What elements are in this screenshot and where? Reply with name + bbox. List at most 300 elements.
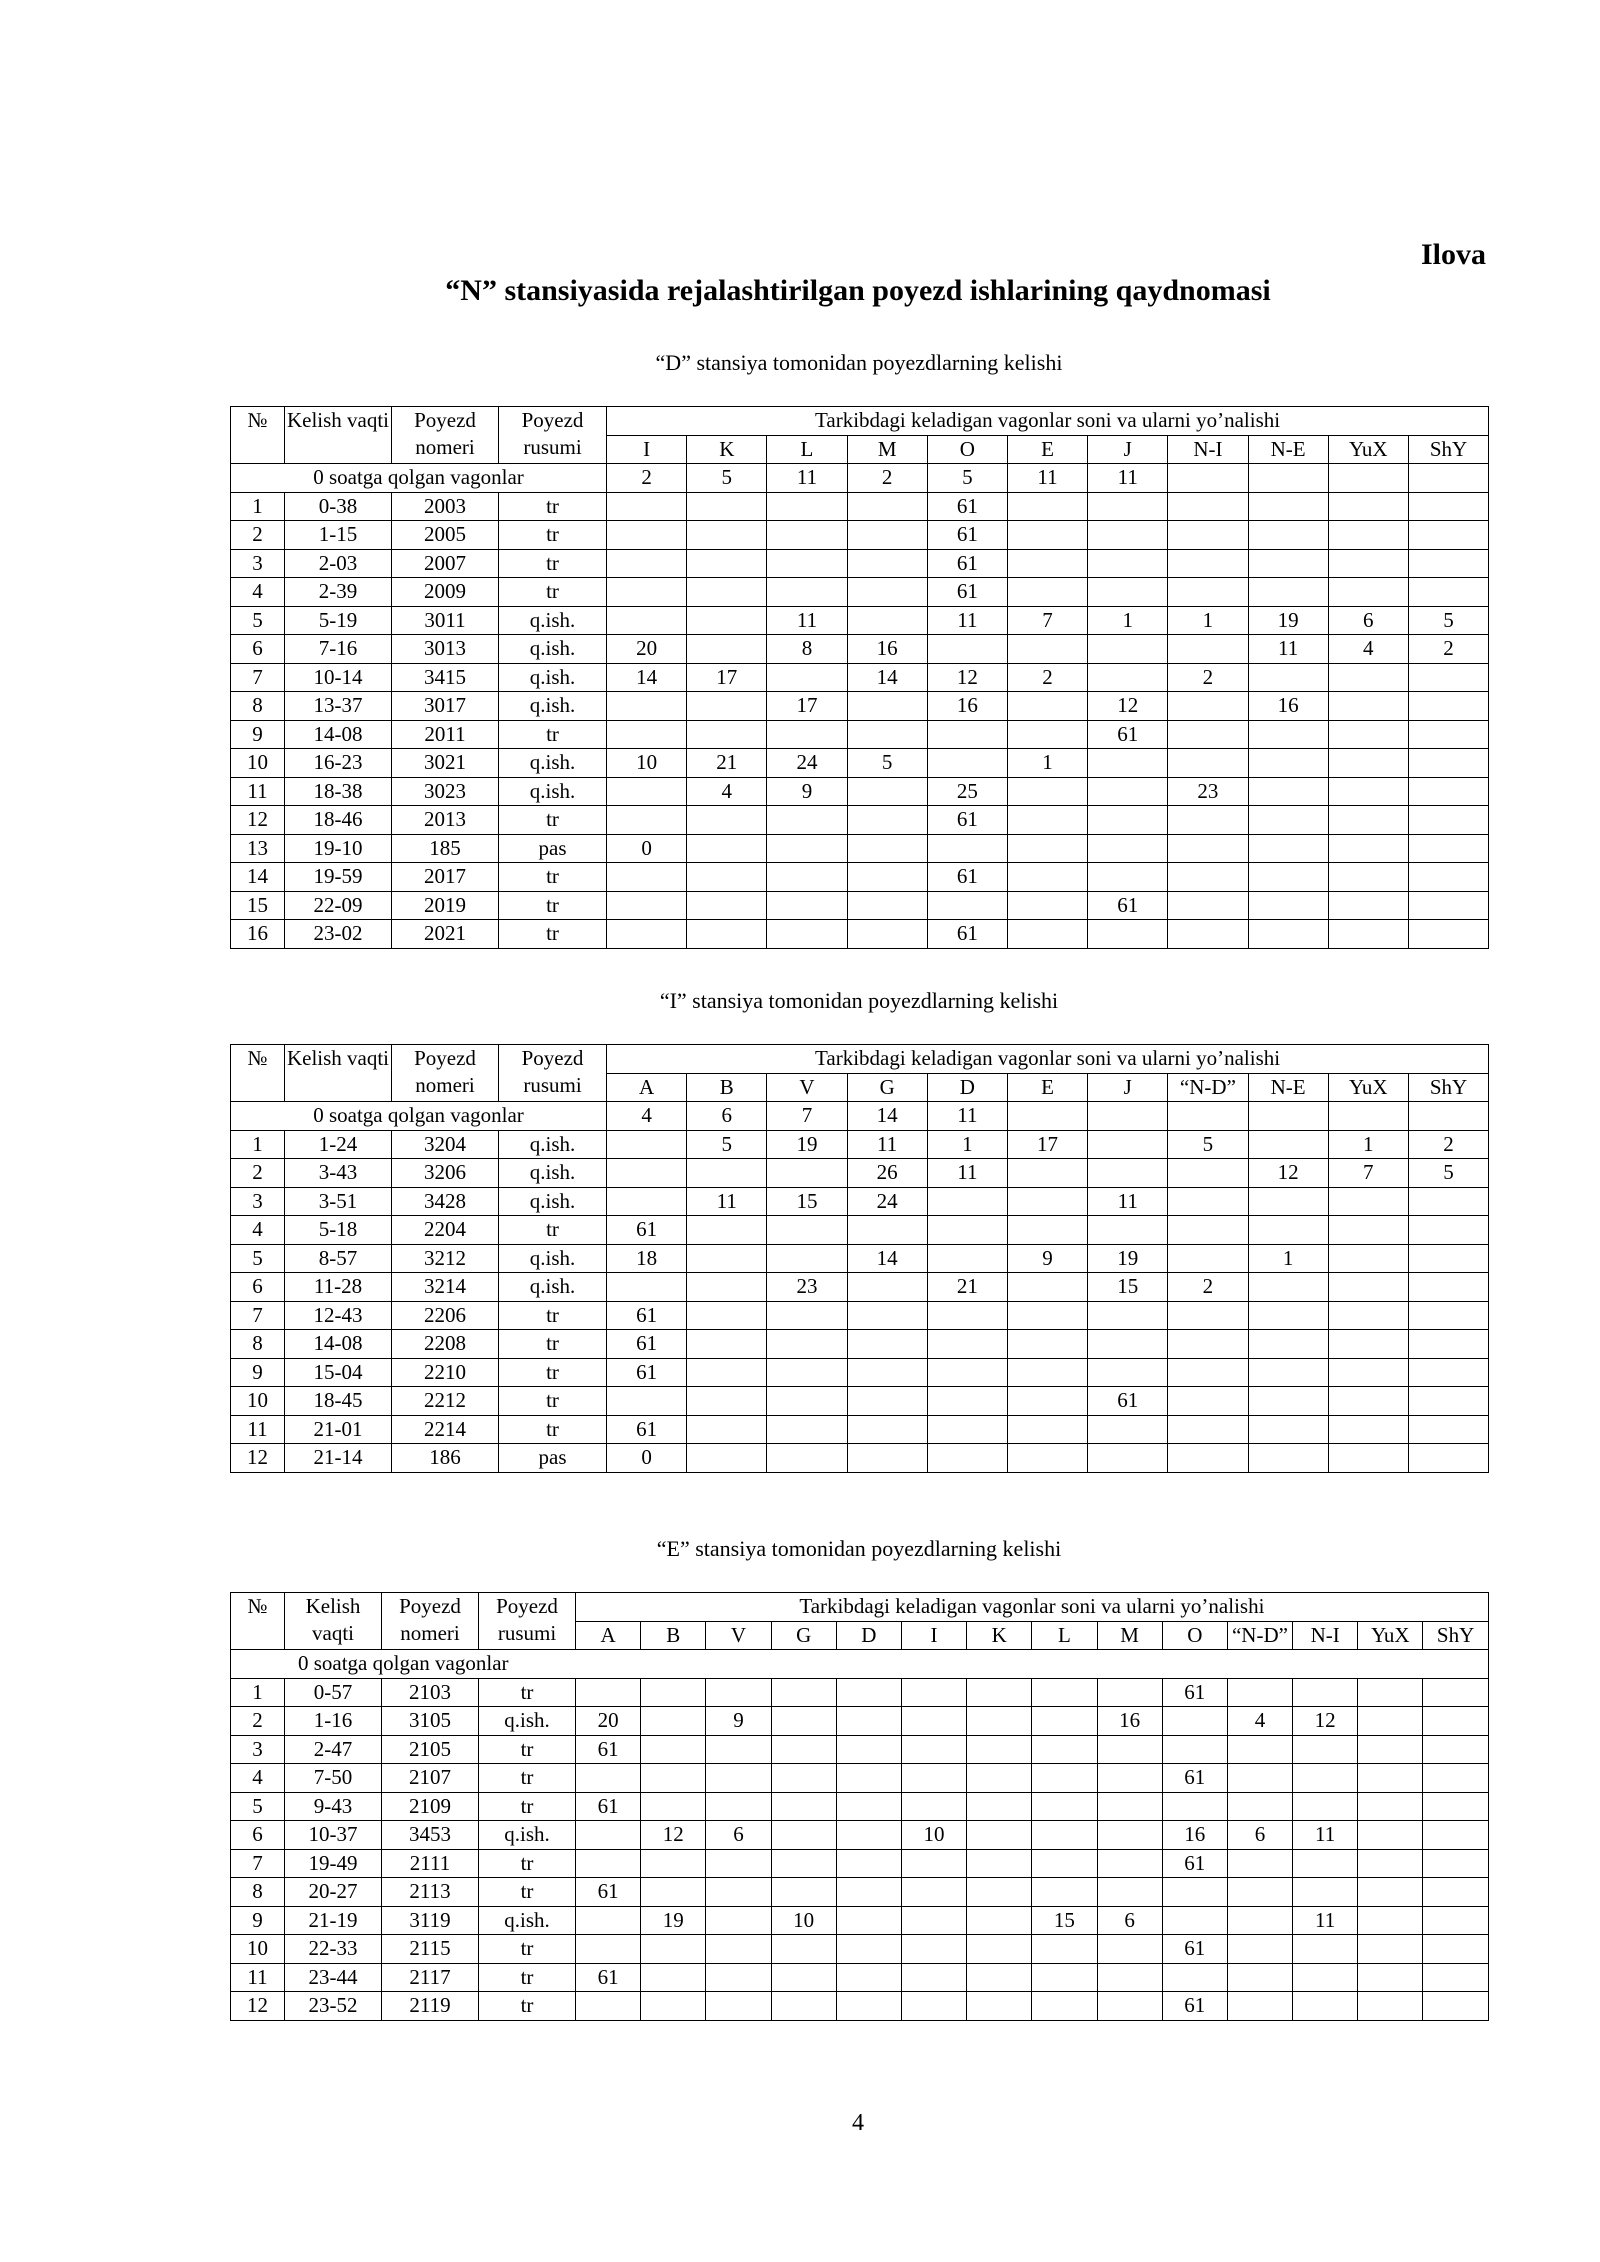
- table-cell: [1248, 806, 1328, 835]
- table-cell: [767, 1444, 847, 1473]
- table-cell: q.ish.: [499, 749, 607, 778]
- table-cell: [901, 1992, 966, 2021]
- table-cell: [1227, 1849, 1292, 1878]
- table-cell: q.ish.: [499, 1244, 607, 1273]
- table-cell: 61: [607, 1216, 687, 1245]
- table-cell: [847, 1415, 927, 1444]
- table-cell: 15: [767, 1187, 847, 1216]
- table-cell: [771, 1849, 836, 1878]
- table-cell: [771, 1935, 836, 1964]
- table-cell: [607, 492, 687, 521]
- table-cell: [1007, 720, 1087, 749]
- table-row: [231, 692, 1489, 721]
- table-cell: 8: [231, 692, 285, 721]
- table-cell: tr: [499, 521, 607, 550]
- carryover-cell: 6: [687, 1102, 767, 1131]
- direction-header-cell: J: [1088, 435, 1168, 464]
- table-cell: 2-39: [285, 578, 392, 607]
- table-cell: 12: [1248, 1159, 1328, 1188]
- table-cell: [1007, 492, 1087, 521]
- table-cell: 11: [1293, 1906, 1358, 1935]
- table-cell: 3415: [392, 663, 499, 692]
- table-cell: [1168, 863, 1248, 892]
- table-cell: 2214: [392, 1415, 499, 1444]
- table-cell: [847, 606, 927, 635]
- table-cell: [1328, 1330, 1408, 1359]
- table-cell: 61: [927, 806, 1007, 835]
- table-cell: [1007, 521, 1087, 550]
- direction-header-cell: YuX: [1328, 1073, 1408, 1102]
- table-cell: [641, 1678, 706, 1707]
- table-cell: [847, 1330, 927, 1359]
- direction-header-cell: D: [927, 1073, 1007, 1102]
- table-cell: 10: [607, 749, 687, 778]
- table-cell: [767, 806, 847, 835]
- table-cell: [1293, 1992, 1358, 2021]
- table-cell: [1088, 1444, 1168, 1473]
- carryover-cell: 11: [767, 464, 847, 493]
- direction-header-cell: L: [1032, 1621, 1097, 1650]
- table-cell: [1248, 1358, 1328, 1387]
- table-cell: 1: [1007, 749, 1087, 778]
- table-cell: 20: [607, 635, 687, 664]
- table-cell: 10-14: [285, 663, 392, 692]
- table-cell: 12: [1293, 1707, 1358, 1736]
- table-row: [231, 863, 1489, 892]
- table-cell: 6: [1097, 1906, 1162, 1935]
- table-cell: 2: [231, 1159, 285, 1188]
- table-row: [231, 1244, 1489, 1273]
- table-cell: [836, 1992, 901, 2021]
- table-cell: [901, 1735, 966, 1764]
- table-cell: 2005: [392, 521, 499, 550]
- table-cell: [1423, 1849, 1488, 1878]
- table-row: [231, 1358, 1489, 1387]
- carryover-cell: [1408, 1102, 1488, 1131]
- table-cell: 3021: [392, 749, 499, 778]
- table-cell: pas: [499, 1444, 607, 1473]
- table-cell: 18: [607, 1244, 687, 1273]
- table-cell: [1168, 1387, 1248, 1416]
- table-cell: [1007, 834, 1087, 863]
- table-cell: [847, 891, 927, 920]
- table-cell: [1248, 777, 1328, 806]
- table-cell: 2: [231, 1707, 285, 1736]
- table-cell: 14: [231, 863, 285, 892]
- table-cell: 4: [1227, 1707, 1292, 1736]
- table-cell: 1: [1088, 606, 1168, 635]
- table-cell: 186: [392, 1444, 499, 1473]
- table-cell: [1248, 578, 1328, 607]
- table-cell: [687, 692, 767, 721]
- table-cell: 12: [231, 1992, 285, 2021]
- table-cell: [847, 777, 927, 806]
- table-cell: 3204: [392, 1130, 499, 1159]
- table-cell: [847, 1301, 927, 1330]
- table-cell: [927, 834, 1007, 863]
- table-cell: 1-16: [285, 1707, 382, 1736]
- table-cell: 9: [706, 1707, 771, 1736]
- direction-header-cell: N-I: [1293, 1621, 1358, 1650]
- table-cell: [1408, 1358, 1488, 1387]
- table-caption-d: “D” stansiya tomonidan poyezdlarning kelishi: [655, 350, 1063, 375]
- table-cell: [706, 1764, 771, 1793]
- carryover-cell: 11: [1007, 464, 1087, 493]
- table-cell: [767, 1330, 847, 1359]
- table-cell: [687, 521, 767, 550]
- table-cell: [1423, 1992, 1488, 2021]
- table-cell: [706, 1963, 771, 1992]
- table-cell: 10: [901, 1821, 966, 1850]
- table-cell: [1328, 1301, 1408, 1330]
- table-cell: [771, 1707, 836, 1736]
- table-cell: [641, 1764, 706, 1793]
- carryover-cell: 2: [607, 464, 687, 493]
- table-cell: [1408, 749, 1488, 778]
- table-cell: 5: [687, 1130, 767, 1159]
- table-cell: 16: [231, 920, 285, 949]
- table-cell: [836, 1878, 901, 1907]
- table-cell: [1408, 720, 1488, 749]
- table-cell: 3-43: [285, 1159, 392, 1188]
- table-cell: [1423, 1935, 1488, 1964]
- table-cell: [1007, 806, 1087, 835]
- table-cell: [607, 1159, 687, 1188]
- table-row: [231, 1735, 1489, 1764]
- table-cell: [1328, 1387, 1408, 1416]
- direction-header-cell: K: [967, 1621, 1032, 1650]
- table-cell: 3: [231, 1187, 285, 1216]
- table-cell: [1293, 1735, 1358, 1764]
- table-cell: [847, 1273, 927, 1302]
- arrivals-table-d: [230, 406, 1489, 949]
- table-row: [231, 492, 1489, 521]
- table-cell: [1328, 521, 1408, 550]
- table-cell: 61: [576, 1735, 641, 1764]
- table-cell: [1168, 806, 1248, 835]
- table-cell: [1328, 777, 1408, 806]
- table-cell: [836, 1678, 901, 1707]
- table-cell: [1088, 521, 1168, 550]
- page-number: 4: [852, 2110, 864, 2136]
- table-cell: [706, 1906, 771, 1935]
- table-cell: [706, 1878, 771, 1907]
- carryover-cell: 14: [847, 1102, 927, 1131]
- table-cell: [1227, 1963, 1292, 1992]
- table-cell: 2111: [382, 1849, 479, 1878]
- header-arrival-time: Kelish vaqti: [285, 407, 392, 464]
- table-cell: [1032, 1849, 1097, 1878]
- table-cell: 61: [607, 1330, 687, 1359]
- table-cell: [771, 1764, 836, 1793]
- table-cell: [901, 1878, 966, 1907]
- table-cell: [1097, 1764, 1162, 1793]
- table-cell: [607, 720, 687, 749]
- table-cell: 2-47: [285, 1735, 382, 1764]
- table-cell: 3011: [392, 606, 499, 635]
- direction-header-cell: V: [767, 1073, 847, 1102]
- carryover-row: [231, 464, 1489, 493]
- table-cell: [1408, 578, 1488, 607]
- table-cell: [901, 1963, 966, 1992]
- table-cell: 5: [231, 1792, 285, 1821]
- table-cell: pas: [499, 834, 607, 863]
- table-cell: q.ish.: [499, 692, 607, 721]
- table-cell: [1097, 1821, 1162, 1850]
- table-cell: 61: [1088, 891, 1168, 920]
- table-cell: [687, 578, 767, 607]
- direction-header-cell: M: [1097, 1621, 1162, 1650]
- table-row: [231, 749, 1489, 778]
- table-row: [231, 1273, 1489, 1302]
- direction-header-cell: E: [1007, 435, 1087, 464]
- table-cell: q.ish.: [499, 1159, 607, 1188]
- table-cell: 11: [927, 1159, 1007, 1188]
- table-cell: [1168, 749, 1248, 778]
- table-cell: [1328, 1444, 1408, 1473]
- table-cell: [1408, 492, 1488, 521]
- table-cell: [1088, 492, 1168, 521]
- table-cell: 6: [231, 635, 285, 664]
- table-cell: [1168, 1444, 1248, 1473]
- direction-header-cell: N-I: [1168, 435, 1248, 464]
- table-cell: 9: [1007, 1244, 1087, 1273]
- table-cell: [1162, 1792, 1227, 1821]
- table-cell: [1293, 1935, 1358, 1964]
- table-cell: [767, 1358, 847, 1387]
- table-cell: [967, 1963, 1032, 1992]
- table-cell: [1227, 1764, 1292, 1793]
- table-cell: 11: [1248, 635, 1328, 664]
- table-cell: [687, 1273, 767, 1302]
- table-row: [231, 549, 1489, 578]
- direction-header-cell: E: [1007, 1073, 1087, 1102]
- table-cell: 19: [1248, 606, 1328, 635]
- table-cell: tr: [499, 863, 607, 892]
- table-cell: tr: [499, 1301, 607, 1330]
- table-cell: [1168, 1301, 1248, 1330]
- table-cell: [1088, 663, 1168, 692]
- table-cell: [607, 549, 687, 578]
- table-cell: tr: [499, 720, 607, 749]
- header-row: [231, 1045, 1489, 1074]
- table-cell: [1097, 1735, 1162, 1764]
- table-cell: [767, 521, 847, 550]
- carryover-cell: [1007, 1102, 1087, 1131]
- table-cell: [1007, 891, 1087, 920]
- table-cell: [1358, 1992, 1423, 2021]
- table-cell: q.ish.: [479, 1906, 576, 1935]
- table-cell: [1293, 1792, 1358, 1821]
- table-cell: [607, 578, 687, 607]
- table-cell: [1032, 1963, 1097, 1992]
- table-cell: q.ish.: [499, 1273, 607, 1302]
- table-cell: [1408, 1216, 1488, 1245]
- table-cell: [1408, 1244, 1488, 1273]
- table-cell: 61: [576, 1878, 641, 1907]
- table-cell: [1408, 1415, 1488, 1444]
- table-row: [231, 1792, 1489, 1821]
- table-cell: 14-08: [285, 720, 392, 749]
- table-cell: 3119: [382, 1906, 479, 1935]
- table-cell: 12: [231, 1444, 285, 1473]
- table-cell: [1248, 1216, 1328, 1245]
- table-cell: [1007, 635, 1087, 664]
- direction-header-cell: K: [687, 435, 767, 464]
- table-cell: 4: [231, 578, 285, 607]
- table-cell: [836, 1707, 901, 1736]
- table-cell: [1328, 834, 1408, 863]
- table-cell: [847, 720, 927, 749]
- table-cell: [847, 692, 927, 721]
- table-cell: 14: [847, 663, 927, 692]
- table-cell: [927, 749, 1007, 778]
- table-cell: 23-52: [285, 1992, 382, 2021]
- carryover-cell: [641, 1650, 706, 1679]
- table-cell: [576, 1849, 641, 1878]
- table-cell: [1097, 1963, 1162, 1992]
- table-cell: 2003: [392, 492, 499, 521]
- table-cell: 24: [847, 1187, 927, 1216]
- table-row: [231, 1444, 1489, 1473]
- table-cell: [771, 1792, 836, 1821]
- table-cell: [1007, 692, 1087, 721]
- table-cell: [901, 1906, 966, 1935]
- table-cell: 5: [1408, 606, 1488, 635]
- table-cell: 3206: [392, 1159, 499, 1188]
- table-cell: 3: [231, 549, 285, 578]
- table-cell: q.ish.: [499, 606, 607, 635]
- table-cell: [1168, 1415, 1248, 1444]
- table-cell: 23: [1168, 777, 1248, 806]
- carryover-cell: [1328, 464, 1408, 493]
- table-cell: [576, 1821, 641, 1850]
- table-cell: [767, 549, 847, 578]
- table-cell: [687, 720, 767, 749]
- table-cell: q.ish.: [499, 777, 607, 806]
- table-row: [231, 1678, 1489, 1707]
- table-row: [231, 920, 1489, 949]
- header-arrival-time: Kelish vaqti: [285, 1045, 392, 1102]
- table-cell: 11: [231, 777, 285, 806]
- table-cell: 61: [607, 1301, 687, 1330]
- table-cell: 16: [1248, 692, 1328, 721]
- table-cell: [1227, 1878, 1292, 1907]
- table-cell: [1168, 920, 1248, 949]
- table-cell: [927, 891, 1007, 920]
- table-cell: [1293, 1849, 1358, 1878]
- table-cell: 14: [607, 663, 687, 692]
- table-cell: 1: [231, 492, 285, 521]
- table-cell: [687, 1301, 767, 1330]
- table-cell: 3212: [392, 1244, 499, 1273]
- table-row: [231, 1130, 1489, 1159]
- table-cell: [1408, 521, 1488, 550]
- table-cell: 3428: [392, 1187, 499, 1216]
- table-cell: [576, 1906, 641, 1935]
- header-row: [231, 1593, 1489, 1622]
- table-cell: [1007, 1301, 1087, 1330]
- table-cell: 15-04: [285, 1358, 392, 1387]
- header-no: №: [231, 407, 285, 464]
- table-cell: 5: [847, 749, 927, 778]
- table-cell: [1358, 1764, 1423, 1793]
- table-cell: [901, 1849, 966, 1878]
- table-cell: [1168, 1358, 1248, 1387]
- table-cell: [1248, 1301, 1328, 1330]
- table-cell: 8: [231, 1330, 285, 1359]
- direction-header-cell: O: [927, 435, 1007, 464]
- table-cell: [1168, 1187, 1248, 1216]
- direction-header-cell: ShY: [1408, 1073, 1488, 1102]
- table-cell: 1: [231, 1678, 285, 1707]
- table-cell: 2208: [392, 1330, 499, 1359]
- carryover-label: 0 soatga qolgan vagonlar: [231, 1650, 576, 1679]
- table-cell: 0-38: [285, 492, 392, 521]
- table-cell: 2206: [392, 1301, 499, 1330]
- table-cell: [1032, 1792, 1097, 1821]
- carryover-cell: [1088, 1102, 1168, 1131]
- table-cell: [767, 492, 847, 521]
- table-cell: 5-18: [285, 1216, 392, 1245]
- header-train-number: Poyezd nomeri: [392, 407, 499, 464]
- table-cell: [767, 1415, 847, 1444]
- table-cell: [576, 1764, 641, 1793]
- table-cell: 4: [231, 1216, 285, 1245]
- table-cell: 18-46: [285, 806, 392, 835]
- table-cell: [1408, 777, 1488, 806]
- table-cell: 21-01: [285, 1415, 392, 1444]
- table-cell: [1358, 1707, 1423, 1736]
- table-cell: [1168, 1244, 1248, 1273]
- table-cell: 5: [231, 606, 285, 635]
- table-cell: [1408, 1301, 1488, 1330]
- table-row: [231, 1906, 1489, 1935]
- table-cell: [1248, 834, 1328, 863]
- table-cell: 3-51: [285, 1187, 392, 1216]
- table-cell: 23-02: [285, 920, 392, 949]
- table-cell: [767, 920, 847, 949]
- table-cell: [1088, 777, 1168, 806]
- table-row: [231, 1935, 1489, 1964]
- table-row: [231, 521, 1489, 550]
- carryover-cell: 4: [607, 1102, 687, 1131]
- direction-header-cell: J: [1088, 1073, 1168, 1102]
- table-cell: [607, 920, 687, 949]
- table-cell: [1088, 549, 1168, 578]
- table-cell: [767, 834, 847, 863]
- table-cell: [1248, 749, 1328, 778]
- table-cell: [687, 806, 767, 835]
- table-cell: [1423, 1678, 1488, 1707]
- carryover-cell: [1293, 1650, 1358, 1679]
- table-cell: 10: [231, 1387, 285, 1416]
- table-cell: [847, 920, 927, 949]
- table-cell: [706, 1735, 771, 1764]
- table-cell: [1248, 1387, 1328, 1416]
- table-cell: 5-19: [285, 606, 392, 635]
- table-cell: [1168, 1216, 1248, 1245]
- table-cell: tr: [479, 1935, 576, 1964]
- table-cell: 11: [687, 1187, 767, 1216]
- table-cell: [641, 1849, 706, 1878]
- table-cell: q.ish.: [499, 1130, 607, 1159]
- table-cell: 21: [687, 749, 767, 778]
- table-cell: 5: [1408, 1159, 1488, 1188]
- carryover-cell: [1328, 1102, 1408, 1131]
- table-cell: [1408, 806, 1488, 835]
- table-cell: [1248, 920, 1328, 949]
